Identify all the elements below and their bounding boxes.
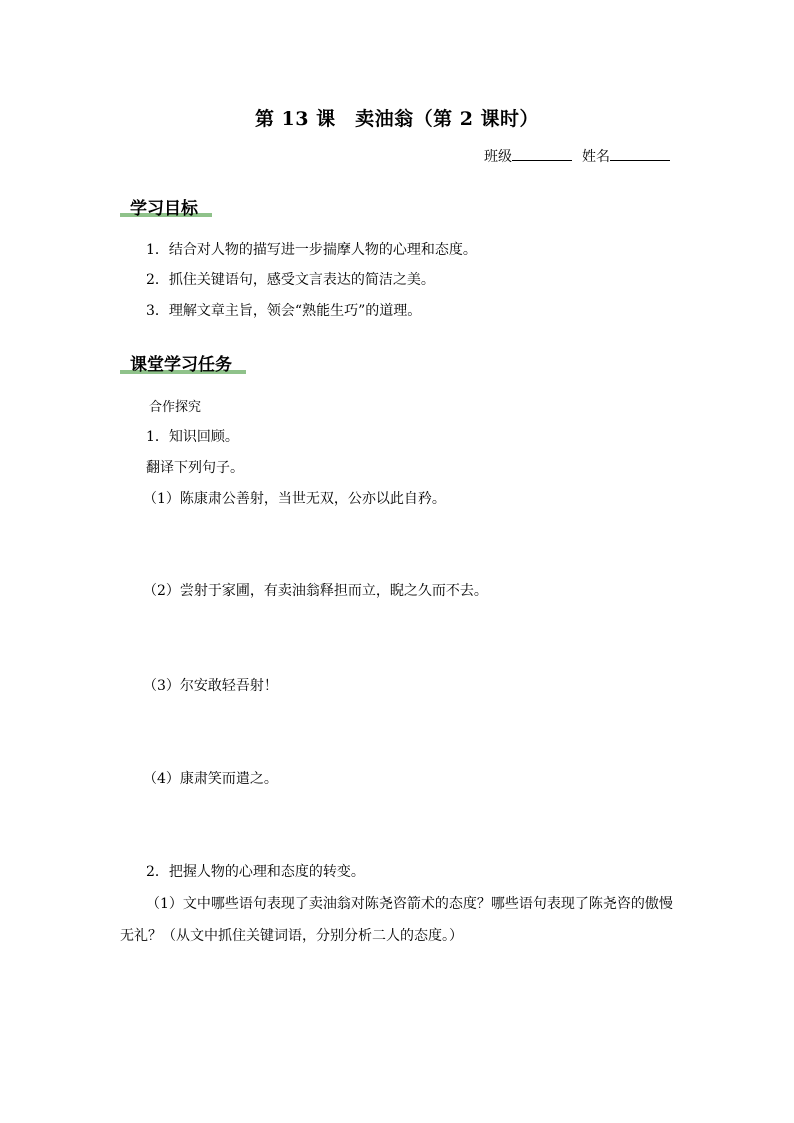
- name-field[interactable]: [582, 146, 670, 166]
- goal-item-1: 1．结合对人物的描写进一步揣摩人物的心理和态度。: [146, 242, 477, 258]
- sentence-2: （2）尝射于家圃，有卖油翁释担而立，睨之久而不去。: [143, 583, 488, 599]
- class-blank[interactable]: [512, 146, 572, 161]
- sentence-3: （3）尔安敢轻吾射！: [143, 678, 278, 694]
- question-1-instruction: 翻译下列句子。: [146, 460, 244, 476]
- question-2-title: 2．把握人物的心理和态度的转变。: [146, 864, 365, 880]
- goal-item-3: 3．理解文章主旨，领会“熟能生巧”的道理。: [146, 303, 422, 319]
- sentence-4: （4）康肃笑而遣之。: [143, 771, 278, 787]
- cooperative-inquiry-heading: 合作探究: [149, 400, 202, 415]
- question-2-sub-1-line-1: （1）文中哪些语句表现了卖油翁对陈尧咨箭术的态度？哪些语句表现了陈尧咨的傲慢: [146, 896, 673, 912]
- class-label: 班级: [484, 149, 512, 165]
- name-label: 姓名: [582, 149, 610, 165]
- class-field[interactable]: [484, 146, 572, 166]
- question-1-title: 1．知识回顾。: [146, 429, 239, 445]
- sentence-1: （1）陈康肃公善射，当世无双，公亦以此自矜。: [143, 491, 446, 507]
- name-blank[interactable]: [610, 146, 670, 161]
- tasks-heading: 课堂学习任务: [130, 355, 232, 375]
- goal-item-2: 2．抓住关键语句，感受文言表达的简洁之美。: [146, 272, 435, 288]
- goals-heading: 学习目标: [130, 199, 198, 219]
- page-title: 第 13 课 卖油翁（第 2 课时）: [254, 108, 540, 130]
- question-2-sub-1-line-2: 无礼？（从文中抓住关键词语，分别分析二人的态度。）: [120, 928, 463, 944]
